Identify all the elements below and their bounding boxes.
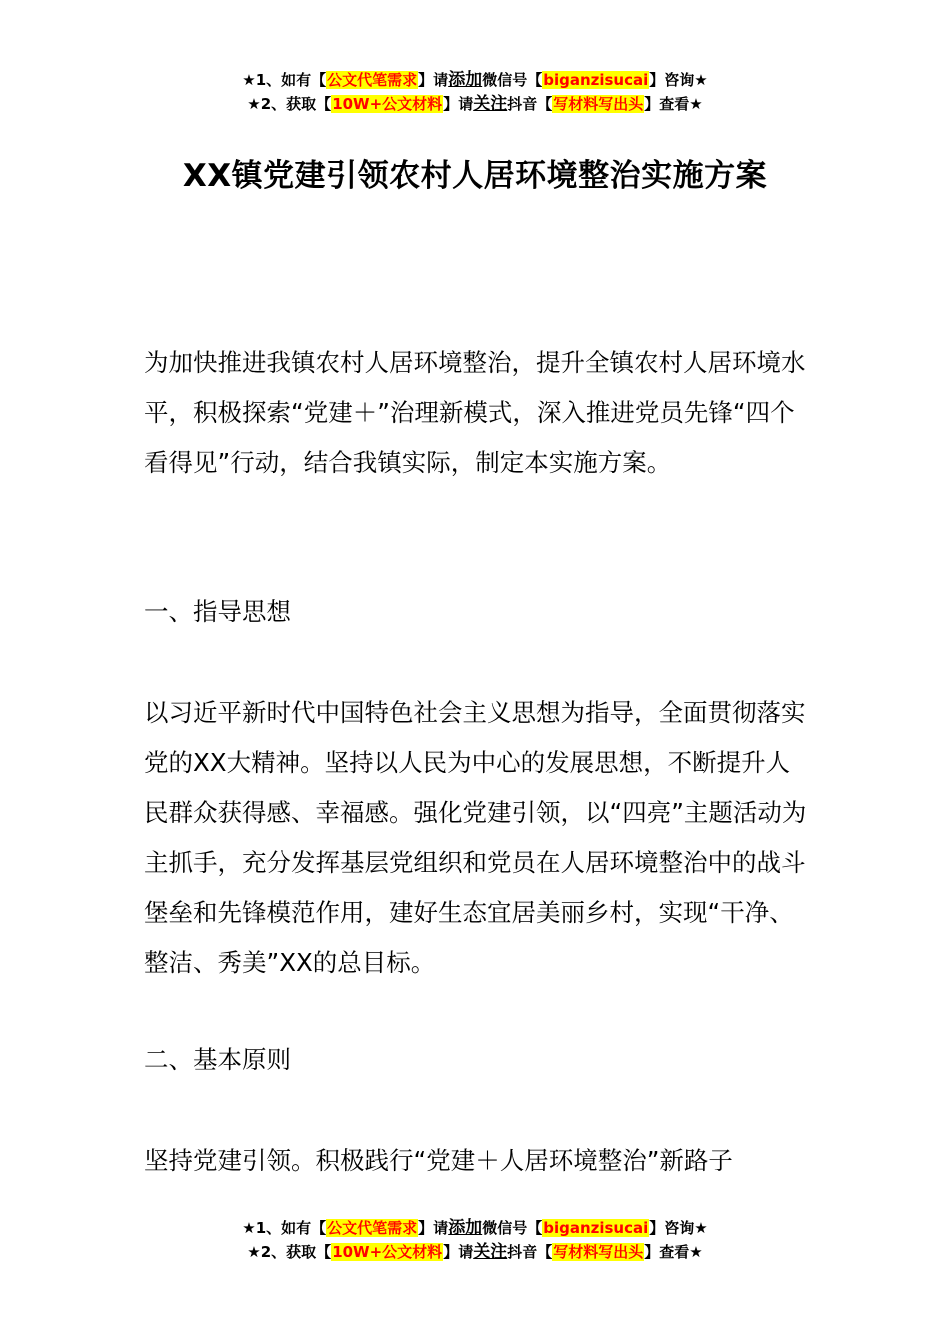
document-title: XX镇党建引领农村人居环境整治实施方案 — [182, 158, 768, 194]
banner-text: ★1、如有【 — [242, 1219, 327, 1237]
banner-text: 抖音【 — [507, 95, 553, 113]
banner-text: 】查看★ — [644, 1243, 703, 1261]
banner-wechat-id: biganzisucai — [543, 1219, 649, 1237]
banner-text: 】咨询★ — [649, 1219, 708, 1237]
header-banner — [0, 68, 950, 116]
banner-text: 】请 — [443, 1243, 474, 1261]
banner-text: ★1、如有【 — [242, 71, 327, 89]
banner-line-2 — [0, 92, 950, 116]
banner-douyin-id: 写材料写出头 — [553, 1243, 644, 1261]
banner-text: ★2、获取【 — [247, 1243, 332, 1261]
banner-line-1 — [0, 68, 950, 92]
banner-highlight: 公文代笔需求 — [327, 71, 418, 89]
guiding-ideology-paragraph: 以习近平新时代中国特色社会主义思想为指导，全面贯彻落实党的XX大精神。坚持以人民为中心的发展思想，不断提升人民群众获得感、幸福感。强化党建引领，以“四亮”主题活动为主抓手，充分发挥基层党组织和党员在人居环境整治中的战斗堡垒和先锋模范作用，建好生态宜居美丽乡村，实现“干净、整洁、秀美”XX的总目标。 — [144, 698, 807, 977]
banner-text: 】请 — [418, 71, 449, 89]
intro-paragraph: 为加快推进我镇农村人居环境整治，提升全镇农村人居环境水平，积极探索“党建＋”治理新模式，深入推进党员先锋“四个看得见”行动，结合我镇实际，制定本实施方案。 — [144, 348, 806, 477]
banner-text: 微信号【 — [482, 71, 543, 89]
banner-text: 】请 — [443, 95, 474, 113]
banner-text: 抖音【 — [507, 1243, 553, 1261]
section-heading-guiding-ideology: 一、指导思想 — [144, 597, 291, 626]
banner-emphasis: 添加 — [448, 70, 483, 90]
banner-emphasis: 关注 — [473, 94, 508, 114]
banner-highlight: 10W+公文材料 — [332, 95, 443, 113]
banner-highlight: 公文代笔需求 — [327, 1219, 418, 1237]
banner-douyin-id: 写材料写出头 — [553, 95, 644, 113]
banner-text: 微信号【 — [482, 1219, 543, 1237]
basic-principles-paragraph: 坚持党建引领。积极践行“党建＋人居环境整治”新路子 — [144, 1146, 733, 1175]
banner-wechat-id: biganzisucai — [543, 71, 649, 89]
banner-line-1 — [0, 1216, 950, 1240]
footer-banner — [0, 1216, 950, 1264]
banner-highlight: 10W+公文材料 — [332, 1243, 443, 1261]
banner-text: ★2、获取【 — [247, 95, 332, 113]
banner-emphasis: 添加 — [448, 1218, 483, 1238]
section-heading-basic-principles: 二、基本原则 — [144, 1045, 291, 1074]
banner-text: 】查看★ — [644, 95, 703, 113]
banner-emphasis: 关注 — [473, 1242, 508, 1262]
banner-text: 】咨询★ — [649, 71, 708, 89]
banner-text: 】请 — [418, 1219, 449, 1237]
banner-line-2 — [0, 1240, 950, 1264]
